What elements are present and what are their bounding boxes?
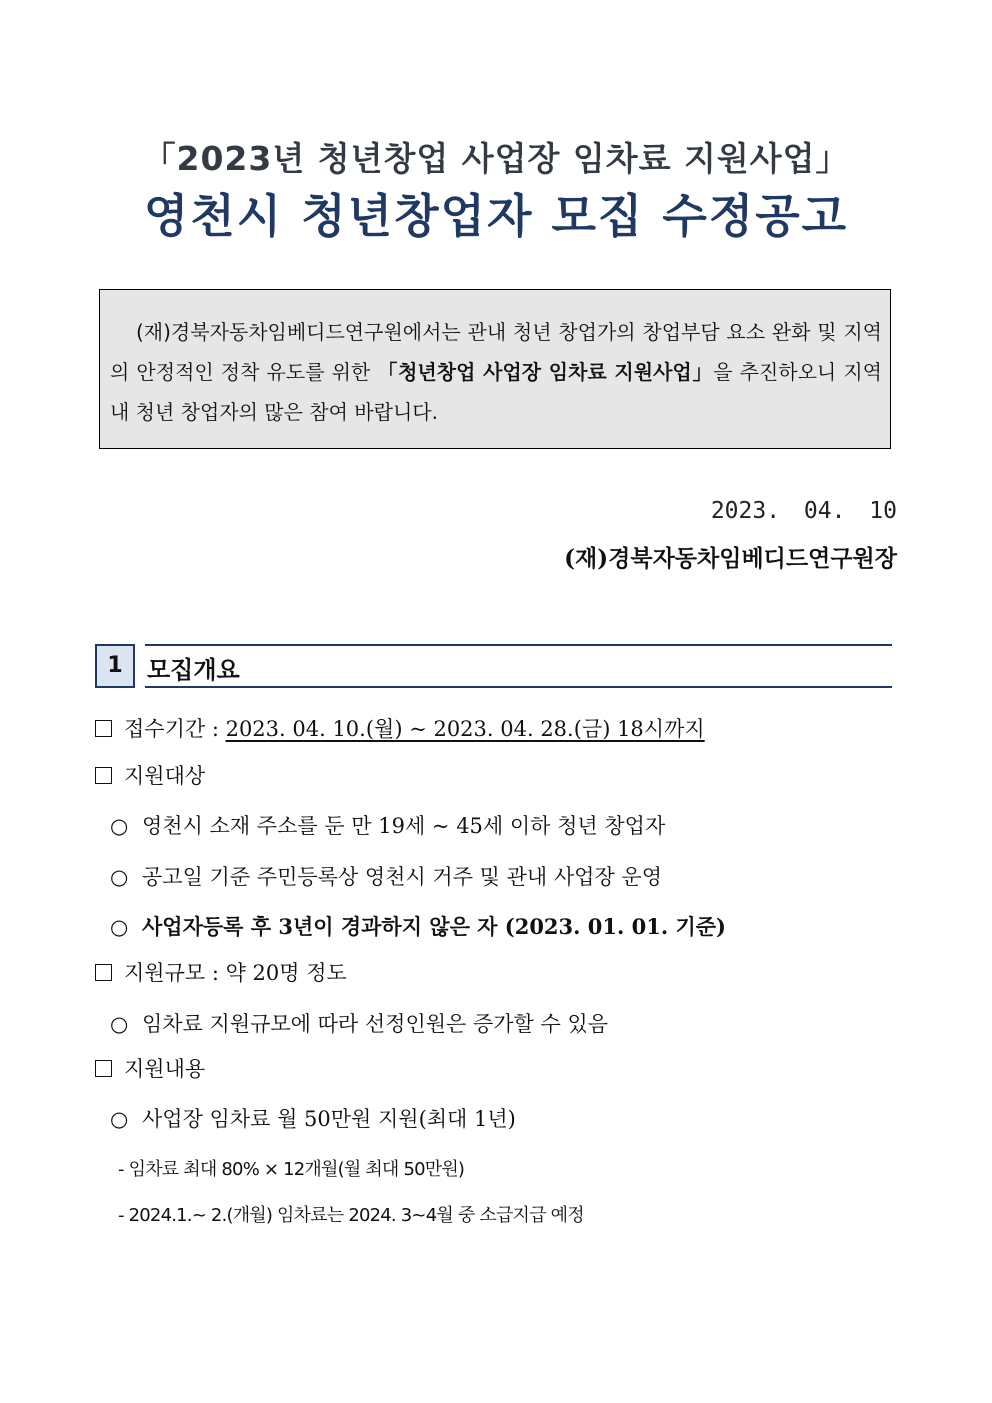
list-item bbox=[110, 911, 726, 941]
scale-label: 지원규모 : 약 20명 정도 bbox=[124, 961, 347, 985]
notice-date: 2023. 04. 10 bbox=[710, 498, 897, 524]
intro-text-before: (재)경북자동차임베디드연구원에서는 관내 청년 창업가의 창업부담 요소 완화 및 지역의 안정적인 정착 유도를 위한 bbox=[110, 320, 882, 384]
checkbox-icon bbox=[95, 964, 112, 981]
target-label: 지원대상 bbox=[124, 764, 206, 788]
title-line-1: 「2023년 청년창업 사업장 임차료 지원사업」 bbox=[142, 139, 850, 178]
reception-label: 접수기간 : bbox=[124, 717, 226, 741]
scale-item-1: 임차료 지원규모에 따라 선정인원은 증가할 수 있음 bbox=[142, 1012, 609, 1036]
circle-bullet-icon: ○ bbox=[110, 865, 129, 889]
circle-bullet-icon: ○ bbox=[110, 914, 129, 939]
section-title: 모집개요 bbox=[147, 656, 240, 684]
content-heading bbox=[95, 1053, 205, 1083]
list-item bbox=[110, 861, 662, 891]
target-item-1: 영천시 소재 주소를 둔 만 19세 ~ 45세 이하 청년 창업자 bbox=[142, 814, 666, 838]
list-item bbox=[110, 1103, 516, 1133]
content-detail-2: - 2024.1.~ 2.(개월) 임차료는 2024. 3~4월 중 소급지급 예정 bbox=[118, 1205, 584, 1226]
section-title-bar bbox=[145, 644, 892, 688]
reception-line bbox=[95, 713, 705, 743]
target-heading bbox=[95, 760, 205, 790]
notice-org: (재)경북자동차임베디드연구원장 bbox=[564, 545, 897, 572]
circle-bullet-icon: ○ bbox=[110, 1012, 129, 1036]
checkbox-icon bbox=[95, 767, 112, 784]
section-number: 1 bbox=[95, 644, 135, 688]
title-line-2: 영천시 청년창업자 모집 수정공고 bbox=[143, 189, 849, 243]
content-item-1: 사업장 임차료 월 50만원 지원(최대 1년) bbox=[142, 1107, 516, 1131]
checkbox-icon bbox=[95, 1060, 112, 1077]
scale-heading bbox=[95, 957, 347, 987]
reception-value: 2023. 04. 10.(월) ~ 2023. 04. 28.(금) 18시까지 bbox=[225, 717, 705, 741]
intro-box bbox=[99, 289, 891, 449]
intro-text-bold: 「청년창업 사업장 임차료 지원사업」 bbox=[377, 360, 714, 384]
target-item-2: 공고일 기준 주민등록상 영천시 거주 및 관내 사업장 운영 bbox=[142, 865, 662, 889]
circle-bullet-icon: ○ bbox=[110, 814, 129, 838]
list-item bbox=[110, 1008, 608, 1038]
content-detail-1: - 임차료 최대 80% × 12개월(월 최대 50만원) bbox=[118, 1159, 465, 1180]
list-item bbox=[110, 810, 665, 840]
section-header bbox=[95, 644, 892, 690]
intro-text-after: 을 추진하오니 지역 내 청년 창업자의 많은 참여 바랍니다. bbox=[110, 360, 882, 424]
checkbox-icon bbox=[95, 720, 112, 737]
circle-bullet-icon: ○ bbox=[110, 1107, 129, 1131]
target-item-3: 사업자등록 후 3년이 경과하지 않은 자 (2023. 01. 01. 기준) bbox=[142, 914, 726, 939]
content-label: 지원내용 bbox=[124, 1057, 206, 1081]
